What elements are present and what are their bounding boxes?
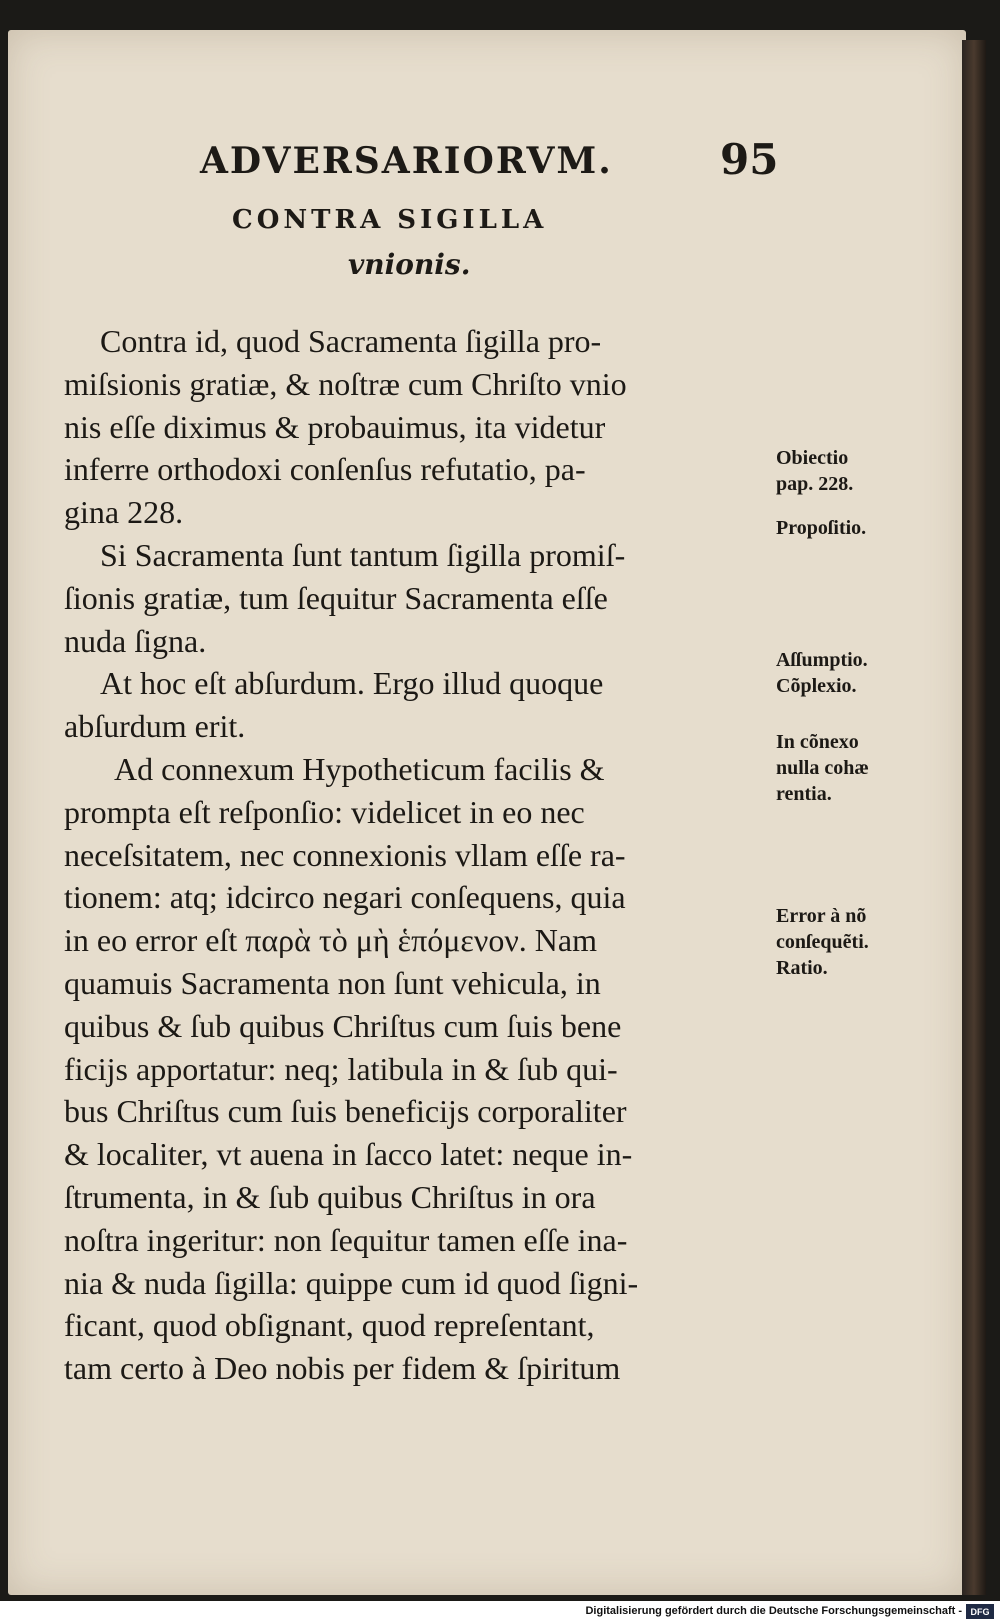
- margin-note: Error à nõ: [776, 905, 867, 927]
- margin-note: rentia.: [776, 783, 832, 805]
- margin-note: Obiectio: [776, 447, 849, 469]
- body-line: gina 228.: [64, 494, 184, 531]
- body-line: noſtra ingeritur: non ſequitur tamen eſſe ina-: [64, 1221, 628, 1258]
- body-line: nis eſſe diximus & probauimus, ita videtur: [64, 408, 606, 445]
- body-line: ſtrumenta, in & ſub quibus Chriſtus in ora: [64, 1178, 596, 1215]
- section-subheading: vnionis.: [348, 248, 471, 281]
- footer-bar: [0, 1601, 1000, 1623]
- margin-note: In cõnexo: [776, 731, 859, 753]
- body-line: tam certo à Deo nobis per fidem & ſpiritum: [64, 1350, 621, 1387]
- body-line: neceſsitatem, nec connexionis vllam eſſe ra-: [64, 836, 626, 873]
- section-heading: CONTRA SIGILLA: [232, 205, 548, 235]
- body-line: & localiter, vt auena in ſacco latet: neque in-: [64, 1136, 633, 1173]
- body-line: Si Sacramenta ſunt tantum ſigilla promiſ-: [100, 536, 626, 573]
- body-line: quamuis Sacramenta non ſunt vehicula, in: [64, 964, 601, 1001]
- book-edge: [962, 40, 986, 1595]
- body-line: bus Chriſtus cum ſuis beneficijs corporaliter: [64, 1093, 627, 1130]
- running-head: ADVERSARIORVM.: [200, 140, 613, 182]
- body-text: [64, 320, 764, 1390]
- margin-note: Cõplexio.: [776, 675, 857, 697]
- margin-note: Propoſitio.: [776, 517, 867, 539]
- body-line: inferre orthodoxi conſenſus refutatio, pa-: [64, 451, 586, 488]
- body-line: At hoc eſt abſurdum. Ergo illud quoque: [100, 665, 604, 702]
- dfg-logo: DFG: [966, 1604, 994, 1619]
- body-line: Contra id, quod Sacramenta ſigilla pro-: [100, 323, 602, 359]
- body-line: Ad connexum Hypotheticum facilis &: [114, 750, 605, 787]
- body-line: nia & nuda ſigilla: quippe cum id quod ſigni-: [64, 1264, 639, 1301]
- body-line: ſionis gratiæ, tum ſequitur Sacramenta eſſe: [64, 579, 608, 616]
- body-line: in eo error eſt παρὰ τὸ μὴ ἑπόμενον. Nam: [64, 922, 597, 959]
- body-line: nuda ſigna.: [64, 622, 207, 659]
- margin-note: conſequẽti.: [776, 931, 869, 953]
- body-line: quibus & ſub quibus Chriſtus cum ſuis bene: [64, 1007, 622, 1044]
- margin-note: nulla cohæ: [776, 757, 869, 779]
- margin-note: Aſſumptio.: [776, 649, 868, 671]
- body-line: prompta eſt reſponſio: videlicet in eo nec: [64, 793, 585, 830]
- footer-credit: Digitalisierung gefördert durch die Deutsche Forschungsgemeinschaft -: [585, 1605, 962, 1617]
- margin-note: pap. 228.: [776, 473, 854, 495]
- margin-note: Ratio.: [776, 957, 828, 979]
- body-line: ficijs apportatur: neq; latibula in & ſub qui-: [64, 1050, 618, 1087]
- body-line: abſurdum erit.: [64, 708, 246, 745]
- page-number: 95: [720, 135, 779, 184]
- body-line: miſsionis gratiæ, & noſtræ cum Chriſto vnio: [64, 365, 627, 402]
- body-line: ficant, quod obſignant, quod repreſentant,: [64, 1307, 595, 1344]
- body-line: tionem: atq; idcirco negari conſequens, quia: [64, 879, 626, 916]
